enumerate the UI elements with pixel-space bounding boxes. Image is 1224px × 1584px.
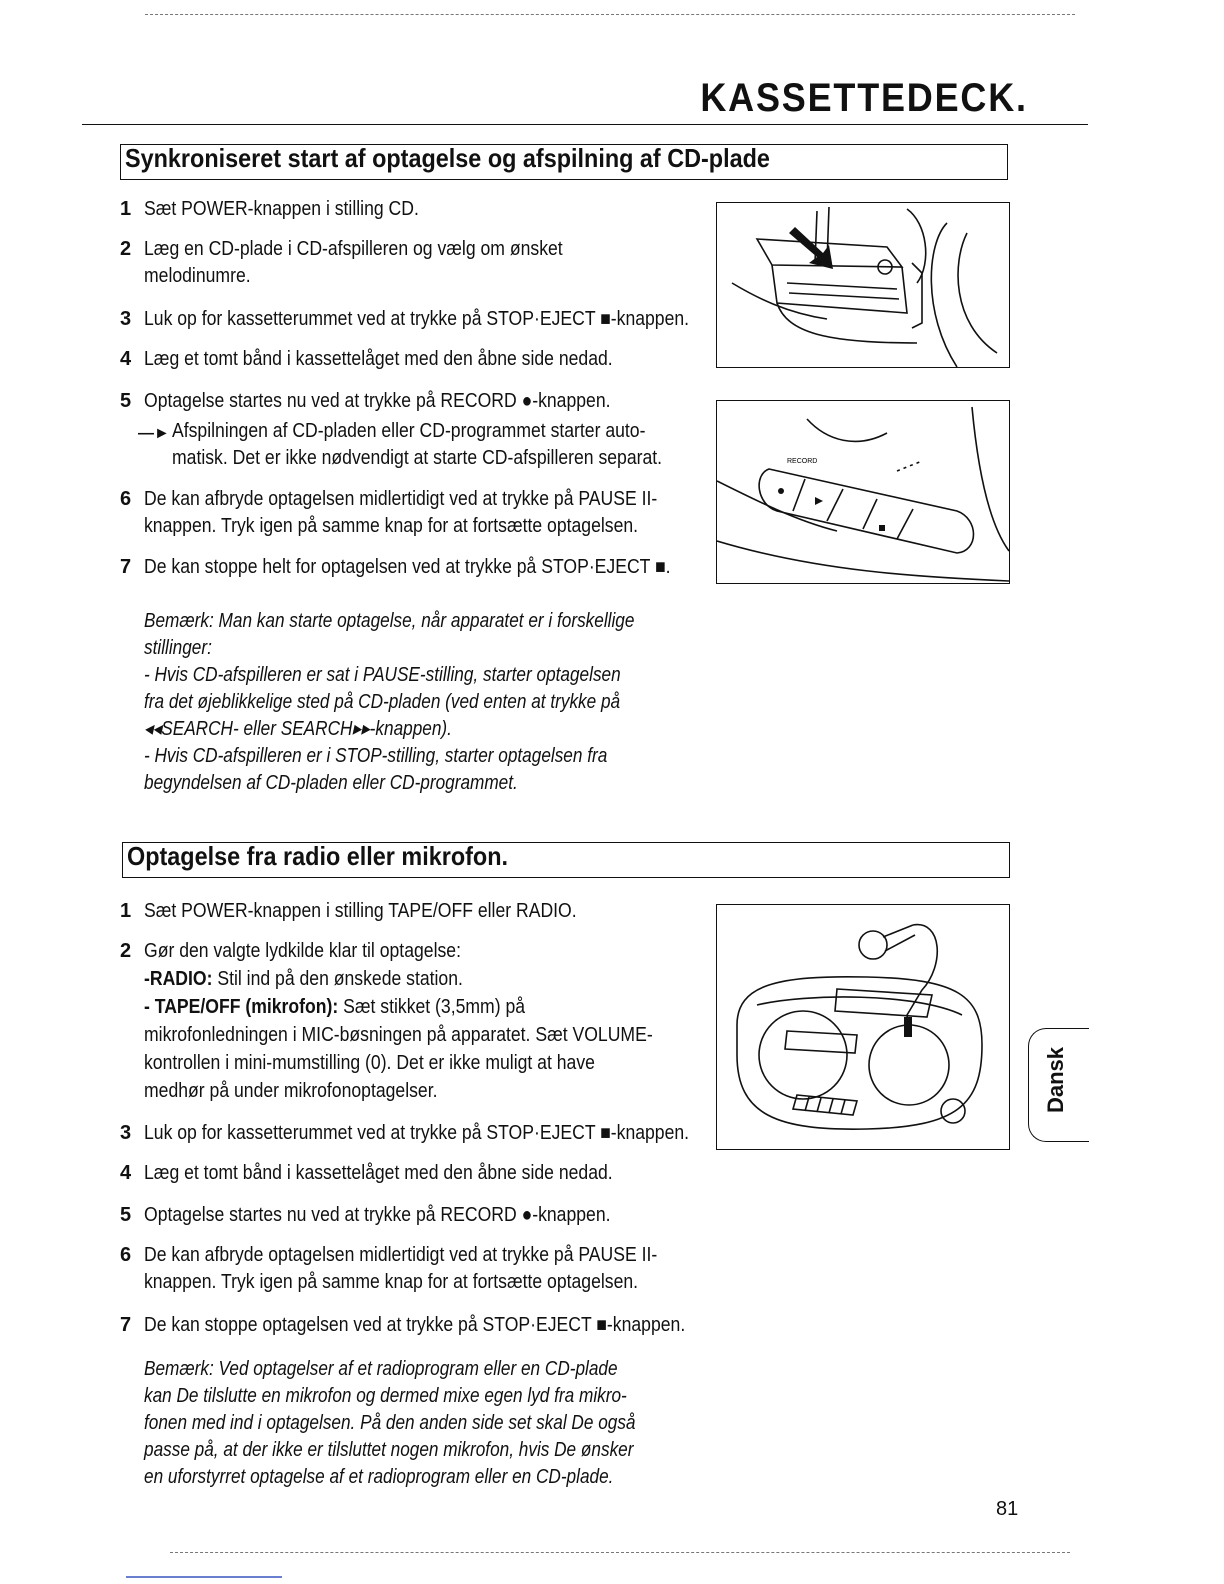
control-buttons-illustration (717, 401, 1009, 583)
scan-artifact-blue-line (126, 1576, 282, 1578)
note-block: Bemærk: Ved optagelser af et radioprogram eller en CD-plade kan De tilslutte en mikrofon og dermed mixe egen lyd fra mikro- fonen med ind i optagelsen. På den anden side set skal De også passe på, at der ikke er tilsluttet nogen mikrofon, hvis De ønsker en uforstyrret optagelse af et radioprogram eller en CD-plade. (144, 1358, 636, 1488)
section-heading: Synkroniseret start af optagelse og afspilning af CD-plade (125, 143, 770, 173)
note-block: Bemærk: Man kan starte optagelse, når apparatet er i forskellige stillinger: - Hvis CD-afspilleren er sat i PAUSE-stilling, starter optagelsen fra det øjeblikkelige sted på CD-pladen (ved enten at trykke på ◂◂SEARCH- eller SEARCH▸▸-knappen). - Hvis CD-afspilleren er i STOP-stilling, starter optagelsen fra begyndelsen af CD-pladen eller CD-programmet. (144, 610, 635, 794)
scan-artifact-top (145, 14, 1075, 15)
mic-plug-icon (904, 1017, 912, 1037)
cassette-insert-figure (716, 202, 1010, 368)
section-heading-box (122, 842, 1010, 878)
scan-artifact-bottom (170, 1552, 1070, 1553)
arrow-icon: —► (138, 425, 170, 442)
section-heading-box (120, 144, 1008, 180)
microphone-boombox-figure (716, 904, 1010, 1150)
page-number: 81 (996, 1498, 1019, 1520)
boombox-microphone-illustration (717, 905, 1009, 1149)
record-label: RECORD (787, 458, 818, 465)
section-heading: Optagelse fra radio eller mikrofon. (127, 841, 509, 871)
language-tab: Dansk (1028, 1028, 1089, 1142)
page-title: KASSETTEDECK. (700, 76, 1028, 120)
cassette-insert-illustration (717, 203, 1009, 367)
control-buttons-figure (716, 400, 1010, 584)
header-rule (82, 124, 1088, 125)
